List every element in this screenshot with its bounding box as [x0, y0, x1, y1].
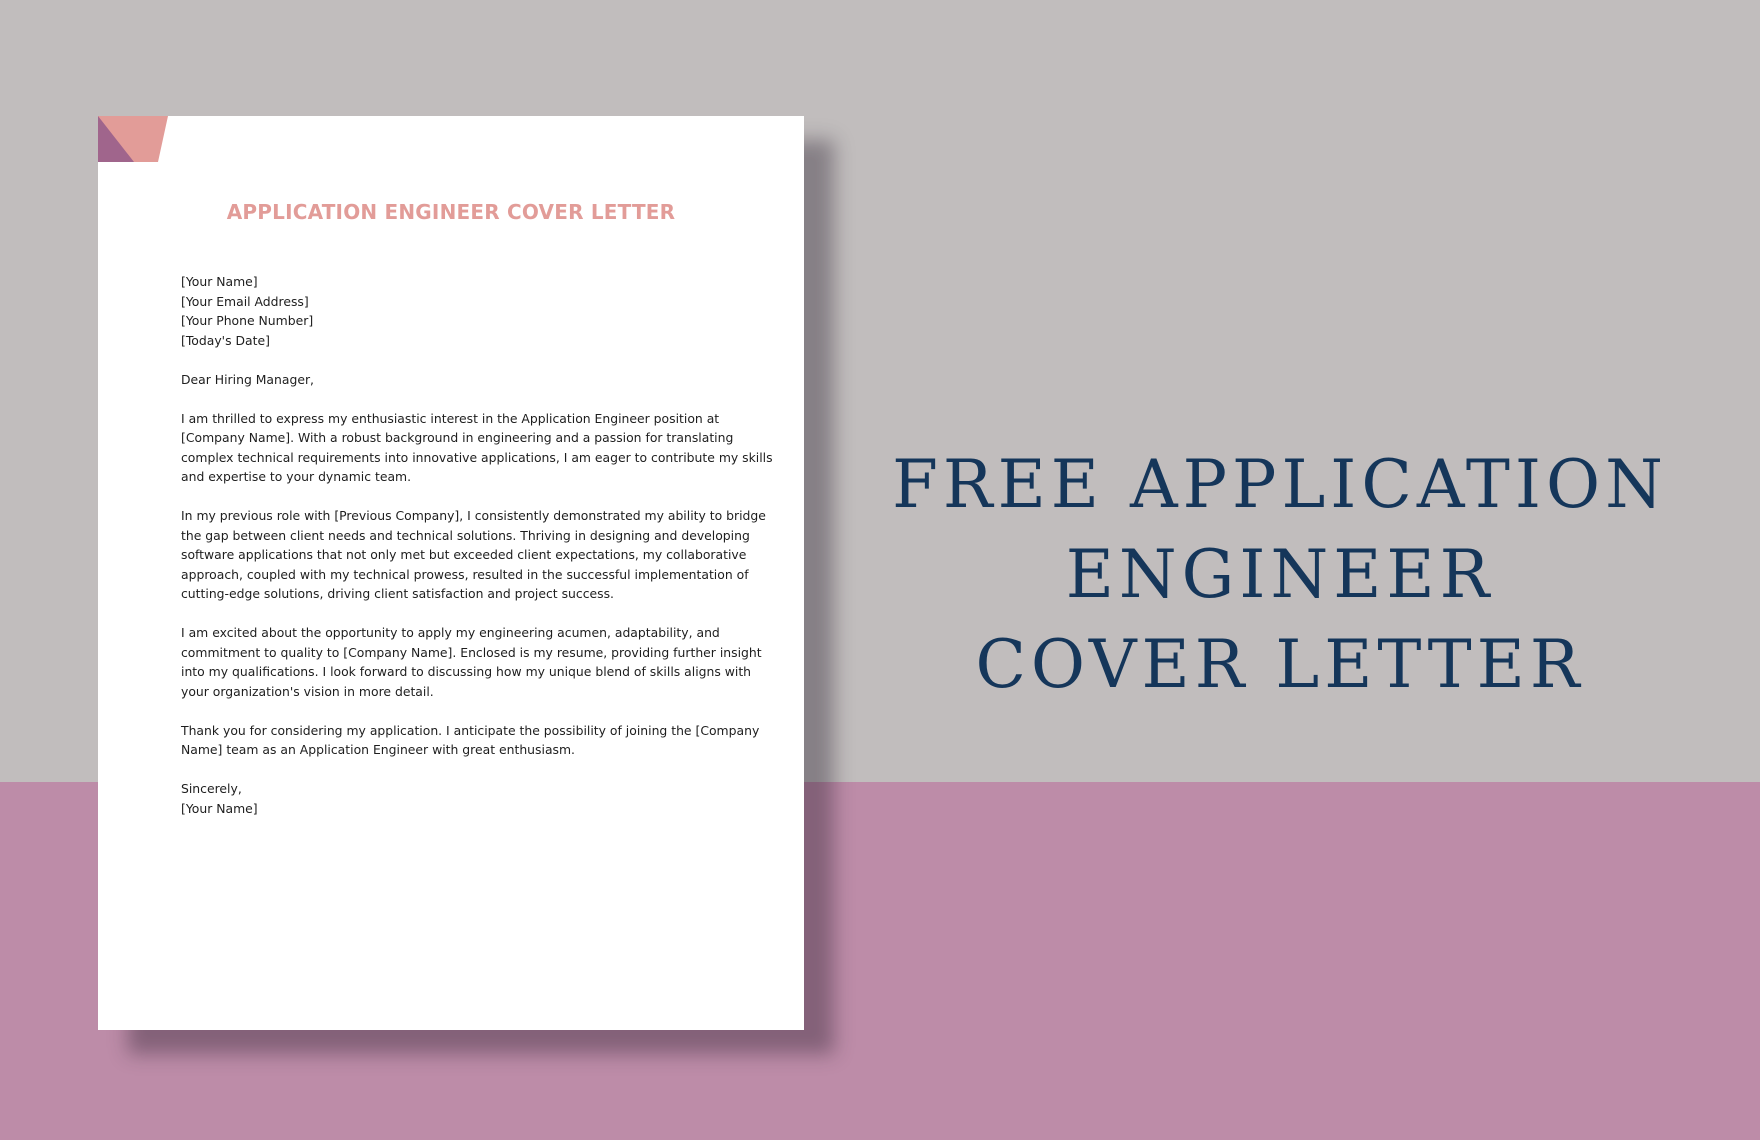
paragraph-line: approach, coupled with my technical prowess, resulted in the successful implementation of: [181, 566, 749, 582]
paragraph-line: the gap between client needs and technical solutions. Thriving in designing and developing: [181, 527, 750, 543]
paragraph-line: Thank you for considering my application. I anticipate the possibility of joining the [Company: [181, 722, 760, 738]
letter-body: [181, 272, 773, 818]
paragraph-line: In my previous role with [Previous Company], I consistently demonstrated my ability to bridge: [181, 508, 766, 523]
signature-name: [Your Name]: [181, 800, 258, 816]
letter-title: APPLICATION ENGINEER COVER LETTER: [226, 200, 676, 224]
paragraph-opportunity: [181, 623, 762, 701]
paragraph-line: software applications that not only met but exceeded client expectations, my collaborative: [181, 547, 747, 562]
paragraph-line: I am excited about the opportunity to apply my engineering acumen, adaptability, and: [181, 625, 720, 640]
paragraph-line: I am thrilled to express my enthusiastic interest in the Application Engineer position at: [181, 410, 720, 426]
corner-accent-shape: [98, 116, 168, 162]
paragraph-line: complex technical requirements into innovative applications, I am eager to contribute my skills: [181, 449, 773, 465]
letter-page: [98, 116, 804, 1030]
headline-line-3: COVER LETTER: [975, 626, 1585, 703]
paragraph-line: into my qualifications. I look forward to discussing how my unique blend of skills aligns with: [181, 664, 752, 679]
salutation: Dear Hiring Manager,: [181, 371, 314, 387]
promo-headline: [880, 440, 1680, 710]
paragraph-intro: [181, 409, 773, 487]
paragraph-line: your organization's vision in more detail.: [181, 683, 434, 699]
paragraph-line: commitment to quality to [Company Name]. Enclosed is my resume, providing further insight: [181, 644, 762, 660]
closing: Sincerely,: [181, 781, 242, 796]
paragraph-line: [Company Name]. With a robust background in engineering and a passion for translating: [181, 430, 734, 445]
paragraph-line: and expertise to your dynamic team.: [181, 469, 412, 484]
sender-phone: [Your Phone Number]: [181, 313, 314, 328]
paragraph-line: Name] team as an Application Engineer with great enthusiasm.: [181, 742, 575, 757]
letter-date: [Today's Date]: [181, 332, 270, 348]
sender-email: [Your Email Address]: [181, 293, 309, 309]
paragraph-closing: [181, 721, 760, 760]
headline-line-1: FREE APPLICATION: [892, 446, 1668, 523]
headline-line-2: ENGINEER: [1065, 536, 1495, 613]
paragraph-experience: [181, 506, 766, 604]
paragraph-line: cutting-edge solutions, driving client satisfaction and project success.: [181, 586, 614, 601]
sender-name: [Your Name]: [181, 274, 258, 289]
